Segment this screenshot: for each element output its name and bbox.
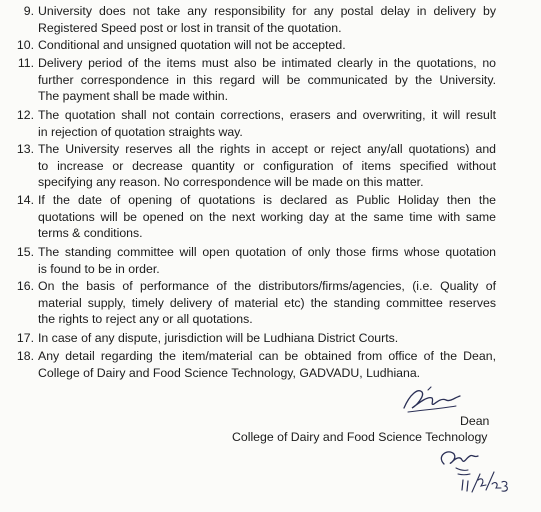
dean-signature (398, 384, 468, 416)
clause-text: If the date of opening of quotations is declared as Public Holiday then the quotations will be opened on the next working day at the same time with same terms & conditions. (38, 193, 496, 241)
handwritten-initials-and-date (426, 444, 526, 504)
clause-text: The University reserves all the rights in accept or reject any/all quotations) and to increase or decrease quantity or configuration of items specified without specifying any reason. No correspondence will be made on this matter. (38, 142, 496, 190)
clause-number: 10. (16, 38, 34, 52)
clause-number: 9. (23, 4, 34, 18)
clause-text: University does not take any responsibility for any postal delay in delivery by Registered Speed post or lost in transit of the quotation. (38, 4, 496, 35)
clause-number: 11. (17, 56, 34, 70)
clause-text: In case of any dispute, jurisdiction will be Ludhiana District Courts. (38, 331, 399, 345)
clause-number: 13. (16, 142, 34, 156)
clause-text: Conditional and unsigned quotation will not be accepted. (38, 38, 346, 52)
clause-number: 14. (16, 193, 34, 207)
clause-number: 15. (16, 245, 34, 259)
clause-number: 12. (16, 108, 34, 122)
clause-text: The standing committee will open quotation of only those firms whose quotation is found to be in order. (38, 245, 496, 276)
clause-text: Any detail regarding the item/material can be obtained from office of the Dean, College of Dairy and Food Science Technology, GADVADU, Ludhiana. (38, 349, 496, 380)
signatory-designation: Dean (460, 414, 490, 428)
clause-number: 17. (16, 331, 34, 345)
clause-text: The quotation shall not contain corrections, erasers and overwriting, it will result in rejection of quotation straights way. (38, 108, 496, 139)
clause-number: 18. (16, 349, 34, 363)
signatory-office: College of Dairy and Food Science Technology (232, 430, 488, 444)
clause-number: 16. (16, 279, 34, 293)
clause-text: On the basis of performance of the distributors/firms/agencies, (i.e. Quality of material supply, timely delivery of material etc) the standing committee reserves the rights to reject any or all quotations. (38, 279, 496, 327)
clause-text: Delivery period of the items must also be intimated clearly in the quotations, no further correspondence in this regard will be communicated by the University. The payment shall be made within. (38, 56, 496, 104)
